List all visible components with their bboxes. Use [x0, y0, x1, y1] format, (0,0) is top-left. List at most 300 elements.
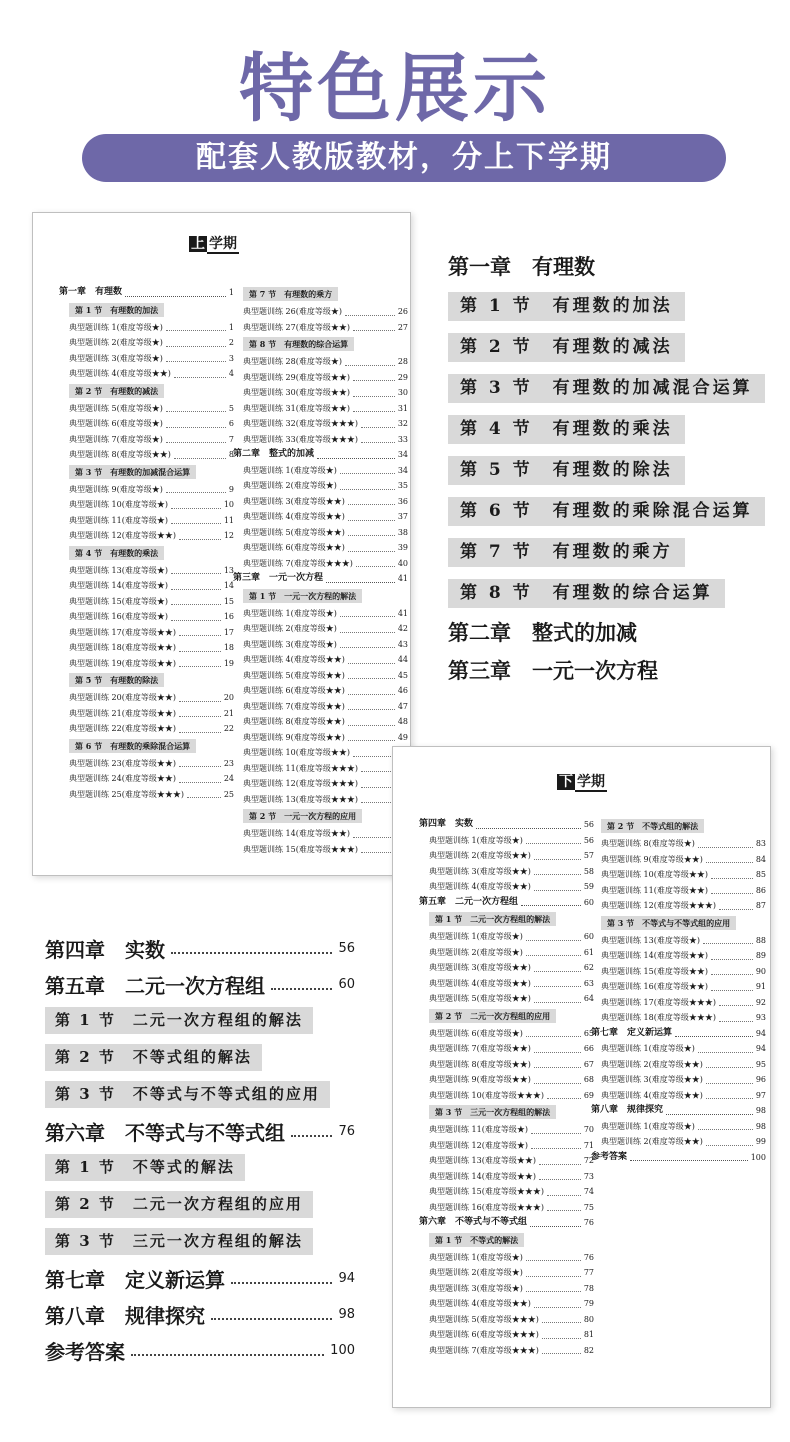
leader-dots	[361, 776, 395, 788]
leader-dots	[179, 706, 221, 718]
toc-item-label: 典型题训练 1(难度等级★)	[429, 835, 523, 845]
toc-page-number: 40	[397, 558, 408, 568]
toc-item-row	[233, 540, 408, 556]
toc-page-number: 83	[755, 839, 766, 848]
toc-item-row	[59, 416, 234, 432]
toc-item-row	[233, 826, 408, 842]
toc-item-row	[59, 721, 234, 737]
toc-item-row	[59, 640, 234, 656]
leader-dots	[174, 366, 226, 378]
toc-item-row	[419, 976, 594, 992]
leader-dots	[345, 354, 395, 366]
enlarged-chapter-row	[45, 1260, 355, 1296]
toc-item-label: 典型题训练 3(难度等级★)	[69, 353, 163, 363]
leader-dots	[187, 787, 221, 799]
toc-section-label: 第 8 节 有理数的综合运算	[243, 337, 354, 351]
toc-section-label: 第 1 节 不等式的解法	[429, 1233, 524, 1247]
toc-page-number: 9	[228, 484, 234, 494]
toc-page-number: 80	[583, 1314, 594, 1324]
enlarged-section-row	[448, 573, 765, 614]
enlarged-section-label: 第 1 节 不等式的解法	[45, 1154, 245, 1181]
toc-item-row	[233, 320, 408, 336]
toc-page-number: 78	[583, 1283, 594, 1293]
semester-tag	[189, 233, 239, 253]
toc-item-label: 典型题训练 22(难度等级★★)	[69, 724, 176, 733]
toc-item-label: 典型题训练 25(难度等级★★★)	[69, 789, 184, 799]
toc-page-number: 39	[397, 543, 408, 552]
toc-item-row	[233, 699, 408, 715]
toc-item-label: 典型题训练 2(难度等级★)	[243, 624, 337, 633]
toc-section-row	[59, 463, 234, 482]
leader-dots	[534, 1057, 581, 1069]
enlarged-section-row	[448, 327, 765, 368]
toc-item-row	[233, 652, 408, 668]
toc-item-row	[233, 714, 408, 730]
toc-item-label: 典型题训练 8(难度等级★★)	[429, 1059, 531, 1069]
toc-item-label: 典型题训练 15(难度等级★)	[69, 596, 168, 606]
leader-dots	[719, 995, 753, 1007]
toc-page-number: 22	[223, 724, 234, 733]
leader-dots	[171, 513, 221, 525]
toc-item-row	[419, 1072, 594, 1088]
toc-item-label: 典型题训练 1(难度等级★)	[601, 1044, 695, 1053]
toc-item-label: 典型题训练 6(难度等级★)	[429, 1028, 523, 1038]
toc-item-row	[59, 771, 234, 787]
toc-item-label: 典型题训练 8(难度等级★)	[601, 839, 695, 848]
leader-dots	[706, 852, 753, 864]
toc-item-row	[59, 563, 234, 579]
toc-item-row	[419, 1312, 594, 1328]
toc-item-row	[419, 1296, 594, 1312]
leader-dots	[534, 848, 581, 860]
leader-dots	[539, 1169, 581, 1181]
leader-dots	[340, 463, 395, 475]
toc-item-row	[233, 668, 408, 684]
toc-item-label: 典型题训练 2(难度等级★)	[429, 947, 523, 957]
toc-item-row	[419, 1327, 594, 1343]
toc-item-label: 典型题训练 2(难度等级★)	[243, 481, 337, 490]
toc-item-label: 典型题训练 2(难度等级★★)	[429, 851, 531, 860]
toc-item-label: 典型题训练 12(难度等级★)	[429, 1140, 528, 1150]
toc-item-row	[233, 556, 408, 572]
toc-item-row	[419, 1343, 594, 1359]
toc-item-label: 典型题训练 6(难度等级★★★)	[429, 1330, 539, 1339]
toc-item-label: 典型题训练 11(难度等级★)	[429, 1125, 528, 1134]
toc-page-number: 29	[397, 372, 408, 382]
toc-page-number: 61	[583, 947, 594, 957]
leader-dots	[534, 879, 581, 891]
leader-dots	[526, 1026, 581, 1038]
leader-dots	[719, 898, 753, 910]
toc-item-row	[591, 1072, 766, 1088]
toc-page-number: 41	[397, 574, 408, 583]
toc-section-row	[419, 1007, 594, 1026]
toc-item-label: 典型题训练 3(难度等级★★)	[429, 963, 531, 972]
toc-item-label: 典型题训练 8(难度等级★★)	[69, 450, 171, 459]
leader-dots	[711, 948, 753, 960]
toc-section-row	[59, 737, 234, 756]
leader-dots	[231, 1282, 332, 1284]
lower-semester-toc-card	[392, 746, 771, 1408]
toc-page-number: 43	[397, 639, 408, 649]
toc-section-row	[59, 301, 234, 320]
leader-dots	[174, 447, 226, 459]
toc-page-number: 87	[755, 901, 766, 910]
toc-section-label: 第 3 节 不等式与不等式组的应用	[601, 916, 736, 930]
toc-item-row	[591, 1010, 766, 1026]
toc-item-row	[233, 370, 408, 386]
toc-page-number: 13	[223, 565, 234, 575]
toc-section-row	[233, 587, 408, 606]
toc-page-number: 56	[583, 835, 594, 845]
toc-item-row	[233, 842, 408, 858]
enlarged-chapter-row	[45, 930, 355, 966]
toc-item-label: 典型题训练 32(难度等级★★★)	[243, 419, 358, 428]
enlarged-chapter-row	[45, 1296, 355, 1332]
toc-item-row	[591, 1119, 766, 1135]
leader-dots	[547, 1184, 581, 1196]
toc-item-label: 典型题训练 15(难度等级★★★)	[243, 844, 358, 854]
toc-chapter-label: 第四章 实数	[419, 819, 474, 829]
toc-item-row	[233, 792, 408, 808]
toc-section-row	[59, 382, 234, 401]
toc-chapter-row	[419, 817, 594, 833]
toc-item-label: 典型题训练 4(难度等级★★)	[69, 369, 171, 378]
toc-item-label: 典型题训练 11(难度等级★★★)	[243, 763, 358, 773]
toc-page-number: 32	[397, 419, 408, 428]
toc-item-row	[591, 836, 766, 852]
toc-item-row	[59, 351, 234, 367]
toc-item-label: 典型题训练 1(难度等级★)	[429, 932, 523, 941]
toc-item-row	[419, 1153, 594, 1169]
enlarged-chapter-title: 参考答案	[45, 1339, 125, 1364]
toc-item-row	[419, 1026, 594, 1042]
toc-page-number: 38	[397, 527, 408, 537]
toc-item-row	[59, 447, 234, 463]
leader-dots	[526, 929, 581, 941]
leader-dots	[348, 668, 395, 680]
leader-dots	[171, 609, 221, 621]
toc-page-number: 45	[397, 670, 408, 680]
toc-page-number: 1	[228, 322, 234, 332]
toc-page-number: 26	[397, 307, 408, 316]
toc-item-row	[591, 1041, 766, 1057]
toc-item-label: 典型题训练 14(难度等级★★)	[429, 1171, 536, 1181]
enlarged-chapter-title: 第二章 整式的加减	[448, 620, 637, 645]
toc-item-label: 典型题训练 1(难度等级★)	[601, 1121, 695, 1131]
toc-item-label: 典型题训练 24(难度等级★★)	[69, 774, 176, 783]
toc-page-number: 69	[583, 1090, 594, 1100]
toc-page-number: 98	[755, 1106, 766, 1115]
toc-item-label: 典型题训练 19(难度等级★★)	[69, 658, 176, 668]
leader-dots	[526, 1250, 581, 1262]
leader-dots	[131, 1354, 324, 1356]
toc-page-number: 99	[755, 1137, 766, 1146]
toc-section-row	[59, 671, 234, 690]
enlarged-section-label: 第 2 节 有理数的减法	[448, 333, 685, 362]
toc-page-number: 98	[755, 1121, 766, 1131]
toc-page-number: 14	[223, 581, 234, 590]
toc-section-label: 第 2 节 有理数的减法	[69, 384, 164, 398]
toc-item-row	[233, 761, 408, 777]
enlarged-section-row	[45, 1186, 355, 1223]
toc-item-label: 典型题训练 21(难度等级★★)	[69, 708, 176, 718]
toc-page-number: 44	[397, 655, 408, 664]
toc-page-number: 4	[228, 369, 234, 378]
toc-item-row	[59, 787, 234, 803]
toc-page-number: 48	[397, 717, 408, 726]
toc-item-label: 典型题训练 12(难度等级★★★)	[601, 901, 716, 910]
leader-dots	[353, 826, 395, 838]
leader-dots	[534, 1296, 581, 1308]
leader-dots	[711, 964, 753, 976]
upper-semester-toc-card	[32, 212, 411, 876]
enlarged-section-row	[448, 450, 765, 491]
leader-dots	[526, 1281, 581, 1293]
toc-column-left	[59, 285, 234, 802]
leader-dots	[711, 979, 753, 991]
toc-item-label: 典型题训练 14(难度等级★)	[69, 581, 168, 590]
toc-item-label: 典型题训练 9(难度等级★★)	[429, 1075, 531, 1084]
toc-item-label: 典型题训练 10(难度等级★★)	[243, 748, 350, 757]
leader-dots	[345, 304, 395, 316]
toc-chapter-row	[591, 1026, 766, 1042]
toc-item-label: 典型题训练 5(难度等级★★★)	[429, 1314, 539, 1324]
leader-dots	[166, 482, 226, 494]
toc-page-number: 12	[223, 531, 234, 540]
leader-dots	[353, 745, 395, 757]
toc-section-label: 第 5 节 有理数的除法	[69, 673, 164, 687]
leader-dots	[526, 945, 581, 957]
toc-item-label: 典型题训练 1(难度等级★)	[243, 465, 337, 475]
enlarged-chapter-title: 第四章 实数	[45, 937, 165, 962]
toc-page-number: 71	[583, 1140, 594, 1150]
toc-item-row	[233, 606, 408, 622]
toc-page-number: 76	[583, 1252, 594, 1262]
toc-page-number: 89	[755, 951, 766, 960]
toc-page-number: 88	[755, 935, 766, 945]
semester-tag-first: 上	[191, 236, 205, 252]
toc-item-row	[419, 1265, 594, 1281]
toc-page-number: 65	[583, 1028, 594, 1038]
toc-page-number: 41	[397, 608, 408, 618]
toc-section-row	[591, 914, 766, 933]
toc-item-label: 典型题训练 5(难度等级★★)	[243, 670, 345, 680]
leader-dots	[348, 540, 395, 552]
toc-column-left	[419, 817, 594, 1358]
enlarged-section-row	[45, 1039, 355, 1076]
toc-item-row	[59, 482, 234, 498]
toc-item-label: 典型题训练 4(难度等级★★)	[429, 978, 531, 988]
toc-item-label: 典型题训练 9(难度等级★)	[69, 484, 163, 494]
toc-page-number: 82	[583, 1345, 594, 1355]
toc-page-number: 92	[755, 997, 766, 1007]
toc-chapter-label: 第五章 二元一次方程组	[419, 896, 519, 907]
toc-page-number: 62	[583, 963, 594, 972]
toc-section-label: 第 4 节 有理数的乘法	[69, 546, 164, 560]
toc-column-right	[591, 817, 766, 1165]
leader-dots	[348, 494, 395, 506]
leader-dots	[171, 497, 221, 509]
enlarged-chapter-title: 第三章 一元一次方程	[448, 658, 658, 683]
toc-page-number: 96	[755, 1075, 766, 1084]
lower-enlarged-toc	[45, 930, 355, 1368]
toc-item-label: 典型题训练 20(难度等级★★)	[69, 693, 176, 702]
toc-item-label: 典型题训练 9(难度等级★★)	[243, 732, 345, 742]
toc-item-label: 典型题训练 3(难度等级★★)	[243, 496, 345, 506]
enlarged-chapter-row	[45, 1332, 355, 1368]
toc-page-number: 18	[223, 643, 234, 652]
leader-dots	[171, 578, 221, 590]
enlarged-section-label: 第 6 节 有理数的乘除混合运算	[448, 497, 765, 526]
toc-item-row	[233, 385, 408, 401]
toc-chapter-row	[233, 571, 408, 587]
leader-dots	[171, 952, 332, 954]
toc-page-number: 91	[755, 982, 766, 991]
toc-page-number: 28	[397, 357, 408, 366]
leader-dots	[698, 1041, 753, 1053]
enlarged-page-number: 100	[330, 1342, 355, 1358]
toc-page-number: 60	[583, 897, 594, 907]
toc-item-row	[233, 463, 408, 479]
toc-item-label: 典型题训练 12(难度等级★★★)	[243, 779, 358, 788]
leader-dots	[547, 1200, 581, 1212]
toc-item-label: 典型题训练 16(难度等级★)	[69, 612, 168, 621]
toc-item-row	[233, 730, 408, 746]
enlarged-chapter-title: 第八章 规律探究	[45, 1303, 205, 1328]
leader-dots	[703, 933, 753, 945]
toc-page-number: 1	[228, 288, 234, 297]
toc-page-number: 79	[583, 1299, 594, 1308]
toc-item-label: 典型题训练 4(难度等级★★)	[243, 655, 345, 664]
toc-item-row	[591, 883, 766, 899]
leader-dots	[271, 988, 332, 990]
toc-page-number: 42	[397, 624, 408, 633]
leader-dots	[326, 571, 395, 583]
leader-dots	[348, 714, 395, 726]
toc-item-label: 典型题训练 13(难度等级★)	[601, 935, 700, 945]
toc-item-label: 典型题训练 13(难度等级★★)	[429, 1156, 536, 1165]
leader-dots	[317, 447, 395, 459]
semester-tag-first: 下	[559, 774, 573, 790]
toc-item-label: 典型题训练 7(难度等级★★★)	[243, 558, 353, 568]
toc-item-label: 典型题训练 10(难度等级★★)	[601, 870, 708, 879]
leader-dots	[356, 556, 395, 568]
leader-dots	[340, 478, 395, 490]
leader-dots	[547, 1088, 581, 1100]
leader-dots	[361, 432, 395, 444]
toc-page-number: 30	[397, 388, 408, 397]
toc-section-row	[59, 544, 234, 563]
toc-item-row	[233, 525, 408, 541]
toc-section-row	[233, 285, 408, 304]
toc-page-number: 35	[397, 481, 408, 490]
toc-item-label: 典型题训练 30(难度等级★★)	[243, 388, 350, 397]
toc-item-label: 典型题训练 7(难度等级★★)	[429, 1044, 531, 1053]
leader-dots	[534, 960, 581, 972]
toc-chapter-label: 第六章 不等式与不等式组	[419, 1217, 528, 1227]
toc-item-row	[233, 509, 408, 525]
toc-section-label: 第 2 节 二元一次方程组的应用	[429, 1009, 556, 1023]
toc-item-row	[419, 1250, 594, 1266]
leader-dots	[166, 401, 226, 413]
semester-tag-rest: 学期	[209, 236, 237, 252]
toc-item-row	[233, 354, 408, 370]
toc-item-row	[419, 1200, 594, 1216]
toc-chapter-row	[233, 447, 408, 463]
toc-page-number: 58	[583, 866, 594, 876]
leader-dots	[179, 656, 221, 668]
hero-title: 特色展示	[239, 46, 551, 132]
toc-item-label: 典型题训练 1(难度等级★)	[69, 322, 163, 332]
leader-dots	[166, 320, 226, 332]
toc-page-number: 10	[223, 500, 234, 509]
toc-page-number: 97	[755, 1090, 766, 1100]
toc-item-label: 典型题训练 15(难度等级★★★)	[429, 1187, 544, 1196]
leader-dots	[179, 690, 221, 702]
toc-item-label: 典型题训练 7(难度等级★)	[69, 434, 163, 444]
leader-dots	[353, 385, 395, 397]
toc-item-label: 典型题训练 18(难度等级★★★)	[601, 1013, 716, 1022]
enlarged-chapter-title: 第五章 二元一次方程组	[45, 973, 265, 998]
toc-item-row	[233, 745, 408, 761]
toc-item-row	[419, 1122, 594, 1138]
enlarged-section-row	[448, 409, 765, 450]
toc-section-row	[233, 335, 408, 354]
toc-page-number: 11	[223, 515, 234, 525]
toc-page-number: 20	[223, 693, 234, 702]
toc-item-row	[59, 335, 234, 351]
enlarged-section-label: 第 3 节 有理数的加减混合运算	[448, 374, 765, 403]
toc-item-row	[419, 1057, 594, 1073]
toc-item-row	[59, 609, 234, 625]
leader-dots	[166, 335, 226, 347]
toc-item-row	[419, 864, 594, 880]
leader-dots	[361, 842, 395, 854]
toc-chapter-row	[419, 895, 594, 911]
toc-chapter-row	[419, 1215, 594, 1231]
toc-item-row	[419, 1138, 594, 1154]
toc-item-row	[59, 513, 234, 529]
toc-page-number: 24	[223, 774, 234, 783]
toc-item-row	[419, 848, 594, 864]
leader-dots	[361, 792, 395, 804]
leader-dots	[539, 1153, 581, 1165]
toc-item-row	[591, 1134, 766, 1150]
toc-item-label: 典型题训练 11(难度等级★★)	[601, 885, 708, 895]
toc-item-label: 典型题训练 4(难度等级★★)	[429, 1299, 531, 1308]
leader-dots	[534, 1041, 581, 1053]
leader-dots	[706, 1134, 753, 1146]
toc-page-number: 19	[223, 658, 234, 668]
toc-page-number: 2	[228, 338, 234, 347]
leader-dots	[719, 1010, 753, 1022]
toc-page-number: 49	[397, 732, 408, 742]
toc-item-row	[591, 995, 766, 1011]
toc-page-number: 5	[228, 403, 234, 413]
toc-item-label: 典型题训练 16(难度等级★★)	[601, 982, 708, 991]
leader-dots	[348, 683, 395, 695]
toc-page-number: 94	[755, 1044, 766, 1053]
toc-item-label: 典型题训练 12(难度等级★★)	[69, 531, 176, 540]
toc-item-label: 典型题训练 14(难度等级★★)	[601, 951, 708, 960]
toc-section-label: 第 7 节 有理数的乘方	[243, 287, 338, 301]
enlarged-page-number: 56	[338, 940, 355, 956]
toc-item-label: 典型题训练 6(难度等级★★)	[243, 686, 345, 695]
semester-tag-rest: 学期	[577, 774, 605, 790]
toc-page-number: 6	[228, 419, 234, 428]
toc-page-number: 7	[228, 434, 234, 444]
